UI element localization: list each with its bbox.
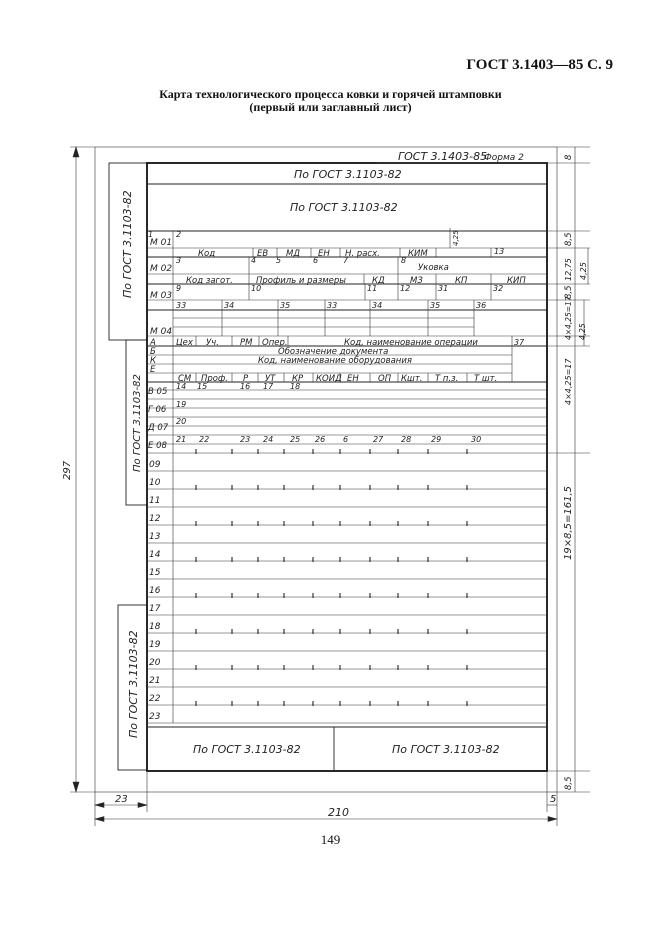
dim-4-25: 4,25 xyxy=(579,262,588,280)
form-number-label: Форма 2 xyxy=(484,153,524,163)
page-header: ГОСТ 3.1403—85 С. 9 xyxy=(466,57,613,73)
stamp-bottom-text: По ГОСТ 3.1103-82 xyxy=(127,630,140,738)
field-num-9: 9 xyxy=(176,284,182,293)
field-num-1: 1 xyxy=(148,230,154,239)
bottom-ref-left: По ГОСТ 3.1103-82 xyxy=(193,743,301,756)
form-title: Карта технологического процесса ковки и горячей штамповки xyxy=(159,87,502,101)
row-number: 21 xyxy=(149,676,161,686)
label-e08: Е 08 xyxy=(148,441,167,451)
row-number: 12 xyxy=(149,514,161,524)
field-num-15: 15 xyxy=(197,382,208,391)
op-oboznach: Обозначение документа xyxy=(278,347,389,357)
op-kod-naim-oper: Код, наименование операции xyxy=(344,338,478,348)
row-number: 20 xyxy=(149,658,161,668)
label-k: К xyxy=(150,356,157,366)
field-num-12: 12 xyxy=(400,284,411,293)
row-number: 19 xyxy=(149,640,161,650)
field-num-6b: 6 xyxy=(343,435,349,444)
dim-width-label: 210 xyxy=(328,806,349,819)
op-ut: УТ xyxy=(265,374,276,384)
row-number: 11 xyxy=(149,496,161,506)
field-num-20: 20 xyxy=(176,417,187,426)
op-rm: РМ xyxy=(240,338,253,348)
op-uch: Уч. xyxy=(206,338,219,348)
field-num-25: 25 xyxy=(290,435,301,444)
row-number: 13 xyxy=(149,532,161,542)
field-n-rask: Н. расх. xyxy=(345,249,380,259)
field-ev: ЕВ xyxy=(257,249,269,259)
op-koid: КОИД xyxy=(316,374,342,384)
field-kip: КИП xyxy=(507,276,526,286)
field-num-31: 31 xyxy=(438,284,449,293)
label-e: Е xyxy=(150,365,156,375)
field-num-23: 23 xyxy=(240,435,251,444)
row-number-list xyxy=(149,460,161,722)
op-sm: СМ xyxy=(178,374,192,384)
op-r: Р xyxy=(243,374,249,384)
op-ceh: Цех xyxy=(176,338,193,348)
field-num-10: 10 xyxy=(251,284,262,293)
field-num-33b: 33 xyxy=(327,301,338,310)
field-num-28: 28 xyxy=(401,435,412,444)
field-num-13: 13 xyxy=(494,247,505,256)
row-number: 10 xyxy=(149,478,161,488)
dim-4-25-small: 4,25 xyxy=(578,323,587,340)
field-mz: МЗ xyxy=(410,276,423,286)
top-ref-2: По ГОСТ 3.1103-82 xyxy=(290,201,398,214)
field-num-3: 3 xyxy=(176,256,182,265)
field-en: ЕН xyxy=(318,249,330,259)
field-num-5: 5 xyxy=(276,256,282,265)
field-num-8: 8 xyxy=(401,256,407,265)
dim-8-5-bottom: 8,5 xyxy=(564,776,574,790)
op-kod-naim-obor: Код, наименование оборудования xyxy=(258,356,412,366)
row-number: 15 xyxy=(149,568,161,578)
field-num-32: 32 xyxy=(493,284,504,293)
page-number: 149 xyxy=(320,832,341,847)
field-profil: Профиль и размеры xyxy=(256,276,347,286)
field-num-36: 36 xyxy=(476,301,487,310)
dim-8-5-a: 8,5 xyxy=(564,232,574,246)
field-num-37: 37 xyxy=(514,338,525,347)
field-num-16: 16 xyxy=(240,382,251,391)
field-num-35b: 35 xyxy=(430,301,441,310)
bottom-ref-right: По ГОСТ 3.1103-82 xyxy=(392,743,500,756)
label-v05: В 05 xyxy=(148,387,168,397)
field-kod-zagot: Код загот. xyxy=(186,276,233,286)
field-num-7: 7 xyxy=(343,256,349,265)
row-number: 22 xyxy=(149,694,161,704)
label-d07: Д 07 xyxy=(148,423,169,433)
dim-8: 8 xyxy=(564,154,574,160)
dim-left-margin: 23 xyxy=(115,794,128,805)
field-num-17: 17 xyxy=(263,382,274,391)
row-number: 17 xyxy=(149,604,161,614)
form-subtitle: (первый или заглавный лист) xyxy=(249,100,412,114)
op-tpz: Т п.з. xyxy=(435,374,459,384)
dim-4x4-25-b: 4×4,25=17 xyxy=(564,358,573,405)
dim-width xyxy=(95,771,557,826)
row-number: 18 xyxy=(149,622,161,632)
dim-4x4-25-a: 4×4,25=17 xyxy=(564,296,573,340)
field-num-19: 19 xyxy=(176,400,187,409)
field-num-34b: 34 xyxy=(372,301,383,310)
field-num-33: 33 xyxy=(176,301,187,310)
field-md: МД xyxy=(286,249,300,259)
op-ksht: Кшт. xyxy=(401,374,423,384)
field-num-2: 2 xyxy=(176,230,182,239)
column-ticks xyxy=(196,449,467,706)
field-kd: КД xyxy=(372,276,385,286)
op-prof: Проф. xyxy=(201,374,228,384)
field-num-24: 24 xyxy=(263,435,274,444)
row-number: 09 xyxy=(149,460,161,470)
label-a: А xyxy=(150,338,156,348)
dim-8-5-b: 8,5 xyxy=(564,285,574,299)
op-kr: КР xyxy=(292,374,304,384)
field-kim: КИМ xyxy=(408,249,428,259)
field-num-4: 4 xyxy=(251,256,257,265)
label-m01: М 01 xyxy=(150,238,173,248)
field-num-21: 21 xyxy=(176,435,187,444)
field-num-6: 6 xyxy=(313,256,319,265)
form-gost-label: ГОСТ 3.1403-85 xyxy=(398,150,488,163)
field-num-26: 26 xyxy=(315,435,326,444)
label-m04: М 04 xyxy=(150,327,173,337)
field-num-14: 14 xyxy=(176,382,187,391)
dim-12-75: 12,75 xyxy=(564,258,573,281)
dim-right-margin: 5 xyxy=(550,794,557,805)
row-number: 16 xyxy=(149,586,161,596)
field-kod: Код xyxy=(198,249,216,259)
field-num-18: 18 xyxy=(290,382,301,391)
op-oper: Опер. xyxy=(262,338,288,348)
label-m02: М 02 xyxy=(150,264,173,274)
field-num-22: 22 xyxy=(199,435,210,444)
field-num-11: 11 xyxy=(367,284,378,293)
row-number: 23 xyxy=(149,712,161,722)
op-en: ЕН xyxy=(347,374,359,384)
field-num-30: 30 xyxy=(471,435,482,444)
field-num-27: 27 xyxy=(373,435,384,444)
field-num-35: 35 xyxy=(280,301,291,310)
stamp-top-text: По ГОСТ 3.1103-82 xyxy=(121,190,134,298)
label-b: Б xyxy=(150,347,156,357)
field-ukovka: Уковка xyxy=(418,263,449,273)
dim-rows: 19×8,5=161,5 xyxy=(563,485,574,560)
dim-height xyxy=(70,147,95,792)
dim-height-label: 297 xyxy=(62,460,73,480)
dim-4-25-inner: 4,25 xyxy=(452,230,460,246)
op-op: ОП xyxy=(378,374,392,384)
field-kp: КП xyxy=(455,276,468,286)
top-ref-1: По ГОСТ 3.1103-82 xyxy=(294,168,402,181)
label-g06: Г 06 xyxy=(148,405,167,415)
row-number: 14 xyxy=(149,550,161,560)
field-num-34: 34 xyxy=(224,301,235,310)
label-m03: М 03 xyxy=(150,291,173,301)
stamp-middle-text: По ГОСТ 3.1103-82 xyxy=(132,374,143,472)
op-tsht: Т шт. xyxy=(474,374,498,384)
field-num-29: 29 xyxy=(431,435,442,444)
